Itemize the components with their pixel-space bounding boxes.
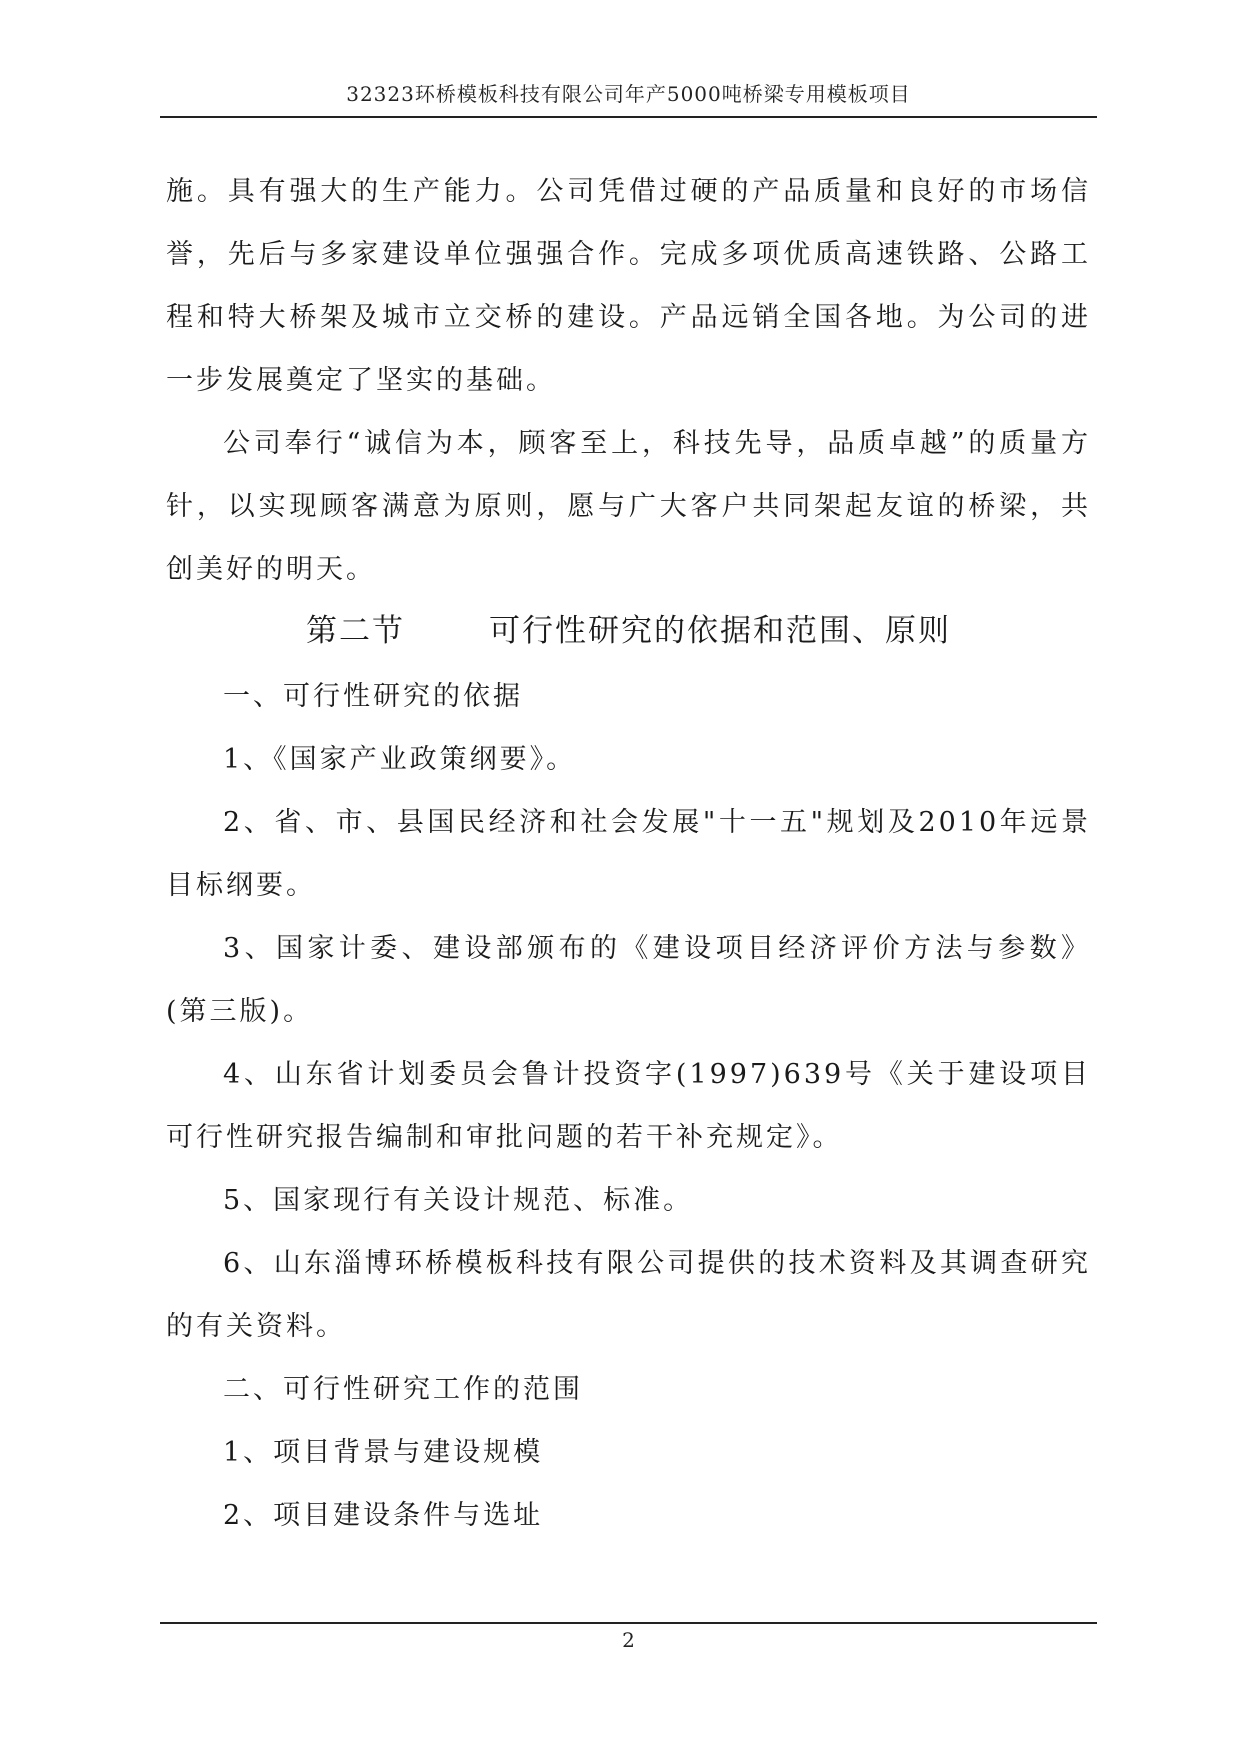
document-body [166,160,1091,1547]
page-number: 2 [622,1628,635,1652]
basis-item-5: 5、国家现行有关设计规范、标准。 [223,1185,694,1216]
scope-item-2: 2、项目建设条件与选址 [223,1500,544,1531]
basis-item-2: 2、省、市、县国民经济和社会发展"十一五"规划及2010年远景目标纲要。 [166,807,1091,901]
page-header: 32323环桥模板科技有限公司年产5000吨桥梁专用模板项目 [346,82,911,106]
section-number: 第二节 [306,613,405,649]
basis-item-6: 6、山东淄博环桥模板科技有限公司提供的技术资料及其调查研究的有关资料。 [166,1248,1091,1342]
basis-item-1: 1、《国家产业政策纲要》。 [223,744,577,775]
section-title: 可行性研究的依据和范围、原则 [489,613,951,649]
basis-item-4: 4、山东省计划委员会鲁计投资字(1997)639号《关于建设项目可行性研究报告编制和审批问题的若干补充规定》。 [166,1059,1091,1153]
header-divider [160,116,1097,118]
intro-paragraph: 施。具有强大的生产能力。公司凭借过硬的产品质量和良好的市场信誉，先后与多家建设单位强强合作。完成多项优质高速铁路、公路工程和特大桥架及城市立交桥的建设。产品远销全国各地。为公司的进一步发展奠定了坚实的基础。 [166,176,1091,396]
basis-heading: 一、可行性研究的依据 [223,681,523,712]
scope-item-1: 1、项目背景与建设规模 [223,1437,544,1468]
scope-heading: 二、可行性研究工作的范围 [223,1374,583,1405]
section-heading [166,603,1091,659]
policy-paragraph: 公司奉行“诚信为本，顾客至上，科技先导，品质卓越”的质量方针，以实现顾客满意为原则，愿与广大客户共同架起友谊的桥梁，共创美好的明天。 [166,428,1091,585]
footer-divider [160,1622,1097,1624]
basis-item-3: 3、国家计委、建设部颁布的《建设项目经济评价方法与参数》(第三版)。 [166,933,1091,1027]
